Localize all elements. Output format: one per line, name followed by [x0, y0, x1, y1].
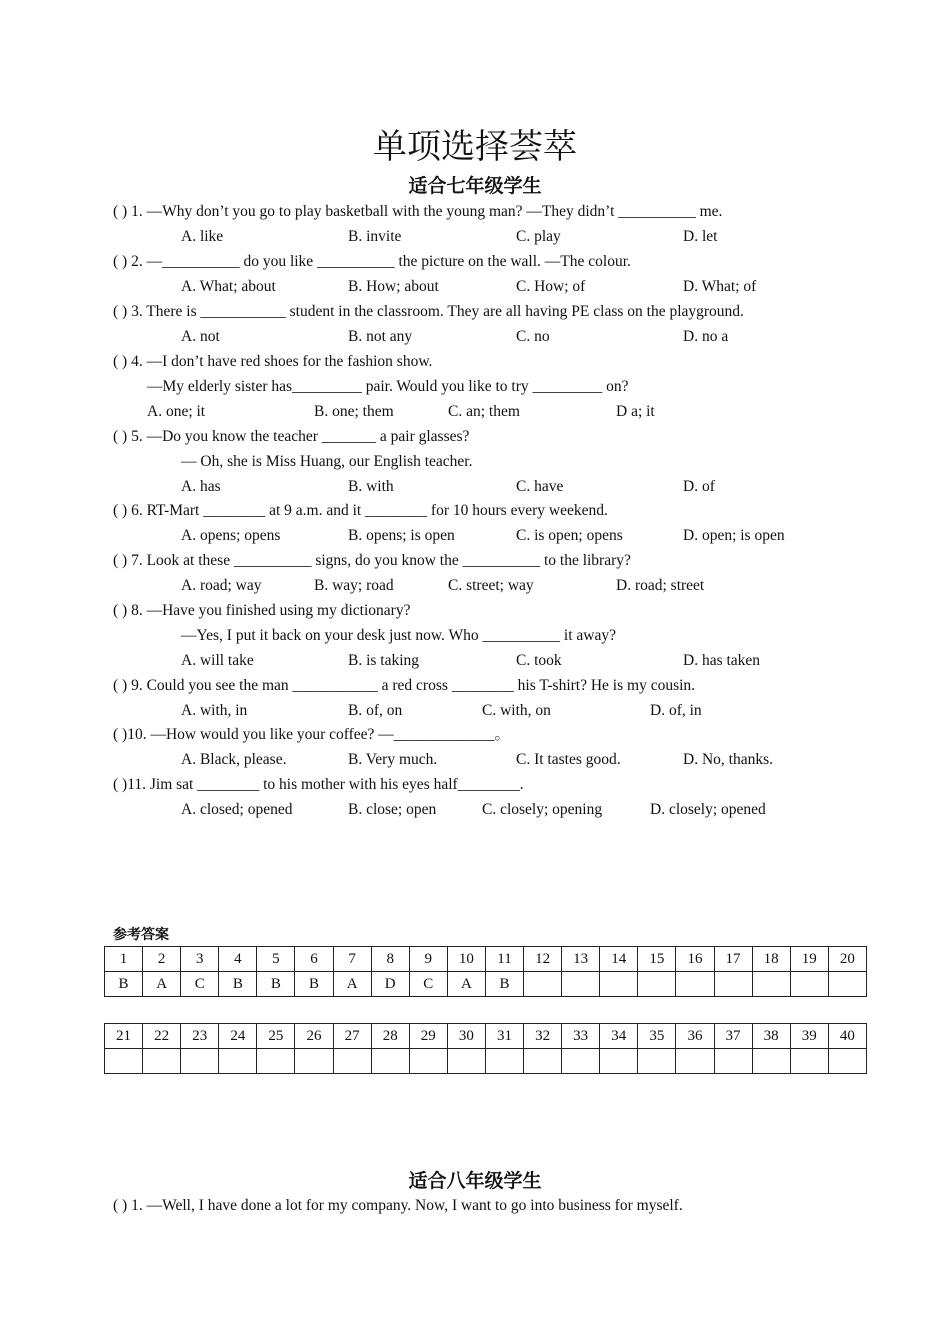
question-2-stem: ( ) 2. —__________ do you like __________ the picture on the wall. —The colour.: [113, 253, 631, 270]
question-10-option-b: B. Very much.: [348, 751, 438, 768]
question-4-option-d: D a; it: [616, 403, 655, 420]
question-9-option-a: A. with, in: [181, 702, 248, 719]
answer-cell: [828, 1049, 866, 1074]
answer-cell: [638, 972, 676, 997]
question-11-stem: ( )11. Jim sat ________ to his mother with his eyes half________.: [113, 776, 524, 793]
question-5-stem-continued: — Oh, she is Miss Huang, our English teacher.: [181, 453, 473, 470]
question-8-option-b: B. is taking: [348, 652, 420, 669]
question-2-option-d: D. What; of: [683, 278, 757, 295]
answer-cell: [524, 1049, 562, 1074]
question-3-option-b: B. not any: [348, 328, 413, 345]
question-6-option-c: C. is open; opens: [516, 527, 623, 544]
question-5-option-c: C. have: [516, 478, 564, 495]
answer-table-2: [104, 1023, 867, 1074]
question-3-option-c: C. no: [516, 328, 550, 345]
question-number-cell: 5: [257, 947, 295, 972]
answer-cell: C: [181, 972, 219, 997]
question-number-cell: 9: [409, 947, 447, 972]
question-1-stem: ( ) 1. —Why don’t you go to play basketball with the young man? —They didn’t __________ me.: [113, 203, 723, 220]
question-number-cell: 13: [562, 947, 600, 972]
answer-cell: [524, 972, 562, 997]
question-4-option-a: A. one; it: [147, 403, 206, 420]
answer-cell: [562, 972, 600, 997]
question-number-cell: 6: [295, 947, 333, 972]
question-number-cell: 40: [828, 1024, 866, 1049]
answer-cell: [447, 1049, 485, 1074]
question-11-option-c: C. closely; opening: [482, 801, 603, 818]
question-8-option-c: C. took: [516, 652, 562, 669]
question-number-cell: 7: [333, 947, 371, 972]
answer-cell: [105, 1049, 143, 1074]
answer-cell: B: [219, 972, 257, 997]
answer-cell: [714, 972, 752, 997]
question-number-cell: 19: [790, 947, 828, 972]
question-number-cell: 16: [676, 947, 714, 972]
question-6-stem: ( ) 6. RT-Mart ________ at 9 a.m. and it ________ for 10 hours every weekend.: [113, 502, 608, 519]
answer-cell: A: [143, 972, 181, 997]
question-number-cell: 8: [371, 947, 409, 972]
question-2-option-c: C. How; of: [516, 278, 586, 295]
question-5-option-a: A. has: [181, 478, 221, 495]
answer-cell: [676, 972, 714, 997]
answer-cell: [790, 1049, 828, 1074]
question-8-option-a: A. will take: [181, 652, 254, 669]
question-8-stem: ( ) 8. —Have you finished using my dictionary?: [113, 602, 411, 619]
question-10-option-d: D. No, thanks.: [683, 751, 773, 768]
question-number-cell: 4: [219, 947, 257, 972]
section-heading-grade7: 适合七年级学生: [408, 175, 542, 197]
question-7-option-b: B. way; road: [314, 577, 394, 594]
answer-cell: [790, 972, 828, 997]
question-9-option-d: D. of, in: [650, 702, 702, 719]
question-1-option-b: B. invite: [348, 228, 402, 245]
question-number-cell: 28: [371, 1024, 409, 1049]
answer-table-answers-row: [105, 1049, 867, 1074]
answer-cell: [219, 1049, 257, 1074]
question-5-option-b: B. with: [348, 478, 394, 495]
answer-table-answers-row: [105, 972, 867, 997]
document-title: 单项选择荟萃: [373, 129, 577, 166]
question-number-cell: 36: [676, 1024, 714, 1049]
question-11-option-a: A. closed; opened: [181, 801, 293, 818]
question-number-cell: 39: [790, 1024, 828, 1049]
question-1-option-c: C. play: [516, 228, 561, 245]
question-number-cell: 34: [600, 1024, 638, 1049]
question-8-stem-continued: —Yes, I put it back on your desk just now. Who __________ it away?: [181, 627, 616, 644]
question-number-cell: 11: [485, 947, 523, 972]
question-6-option-d: D. open; is open: [683, 527, 785, 544]
question-number-cell: 26: [295, 1024, 333, 1049]
question-4-option-b: B. one; them: [314, 403, 394, 420]
question-8-option-d: D. has taken: [683, 652, 761, 669]
answer-cell: [409, 1049, 447, 1074]
answer-cell: [600, 972, 638, 997]
question-number-cell: 32: [524, 1024, 562, 1049]
answer-cell: D: [371, 972, 409, 997]
answer-cell: B: [485, 972, 523, 997]
answer-cell: [143, 1049, 181, 1074]
answer-cell: A: [333, 972, 371, 997]
answer-cell: B: [105, 972, 143, 997]
question-number-cell: 37: [714, 1024, 752, 1049]
question-number-cell: 22: [143, 1024, 181, 1049]
question-9-option-c: C. with, on: [482, 702, 551, 719]
question-5-stem: ( ) 5. —Do you know the teacher _______ a pair glasses?: [113, 428, 470, 445]
answer-cell: [600, 1049, 638, 1074]
question-number-cell: 3: [181, 947, 219, 972]
question-7-option-a: A. road; way: [181, 577, 262, 594]
question-10-option-a: A. Black, please.: [181, 751, 287, 768]
question-number-cell: 27: [333, 1024, 371, 1049]
question-4-option-c: C. an; them: [448, 403, 520, 420]
grade8-question-1: ( ) 1. —Well, I have done a lot for my company. Now, I want to go into business for myself.: [113, 1197, 683, 1214]
question-7-option-d: D. road; street: [616, 577, 705, 594]
question-number-cell: 38: [752, 1024, 790, 1049]
question-9-option-b: B. of, on: [348, 702, 403, 719]
question-5-option-d: D. of: [683, 478, 715, 495]
question-number-cell: 31: [485, 1024, 523, 1049]
question-number-cell: 24: [219, 1024, 257, 1049]
answer-cell: [485, 1049, 523, 1074]
question-number-cell: 35: [638, 1024, 676, 1049]
answer-table-1: [104, 946, 867, 997]
question-number-cell: 33: [562, 1024, 600, 1049]
question-9-stem: ( ) 9. Could you see the man ___________ a red cross ________ his T-shirt? He is my cousin.: [113, 677, 696, 694]
question-number-cell: 29: [409, 1024, 447, 1049]
answer-cell: [333, 1049, 371, 1074]
answer-cell: B: [257, 972, 295, 997]
answer-cell: [562, 1049, 600, 1074]
question-4-stem: ( ) 4. —I don’t have red shoes for the fashion show.: [113, 353, 433, 370]
answer-cell: [257, 1049, 295, 1074]
question-6-option-b: B. opens; is open: [348, 527, 455, 544]
answer-cell: [181, 1049, 219, 1074]
question-7-option-c: C. street; way: [448, 577, 534, 594]
question-number-cell: 21: [105, 1024, 143, 1049]
question-6-option-a: A. opens; opens: [181, 527, 281, 544]
question-11-option-b: B. close; open: [348, 801, 437, 818]
question-3-option-d: D. no a: [683, 328, 729, 345]
answer-cell: B: [295, 972, 333, 997]
question-number-cell: 18: [752, 947, 790, 972]
question-7-stem: ( ) 7. Look at these __________ signs, do you know the __________ to the library?: [113, 552, 631, 569]
question-number-cell: 25: [257, 1024, 295, 1049]
question-3-stem: ( ) 3. There is ___________ student in the classroom. They are all having PE class on the playground.: [113, 303, 744, 320]
answer-cell: [714, 1049, 752, 1074]
question-number-cell: 2: [143, 947, 181, 972]
answer-cell: [371, 1049, 409, 1074]
question-number-cell: 1: [105, 947, 143, 972]
question-4-stem-continued: —My elderly sister has_________ pair. Would you like to try _________ on?: [147, 378, 629, 395]
question-1-option-a: A. like: [181, 228, 224, 245]
section-heading-grade8: 适合八年级学生: [408, 1170, 542, 1192]
question-number-cell: 23: [181, 1024, 219, 1049]
question-3-option-a: A. not: [181, 328, 220, 345]
question-10-option-c: C. It tastes good.: [516, 751, 621, 768]
question-11-option-d: D. closely; opened: [650, 801, 766, 818]
question-number-cell: 14: [600, 947, 638, 972]
question-number-cell: 15: [638, 947, 676, 972]
question-number-cell: 10: [447, 947, 485, 972]
answer-table-numbers-row: [105, 947, 867, 972]
answer-key-label: 参考答案: [113, 927, 169, 943]
answer-cell: [638, 1049, 676, 1074]
question-number-cell: 20: [828, 947, 866, 972]
answer-cell: [676, 1049, 714, 1074]
question-2-option-b: B. How; about: [348, 278, 439, 295]
answer-table-numbers-row: [105, 1024, 867, 1049]
question-10-stem: ( )10. —How would you like your coffee? —_____________。: [113, 726, 511, 743]
question-1-option-d: D. let: [683, 228, 718, 245]
question-number-cell: 30: [447, 1024, 485, 1049]
answer-cell: [828, 972, 866, 997]
answer-cell: [752, 972, 790, 997]
question-number-cell: 17: [714, 947, 752, 972]
answer-cell: [752, 1049, 790, 1074]
question-2-option-a: A. What; about: [181, 278, 276, 295]
question-number-cell: 12: [524, 947, 562, 972]
answer-cell: [295, 1049, 333, 1074]
answer-cell: A: [447, 972, 485, 997]
answer-cell: C: [409, 972, 447, 997]
